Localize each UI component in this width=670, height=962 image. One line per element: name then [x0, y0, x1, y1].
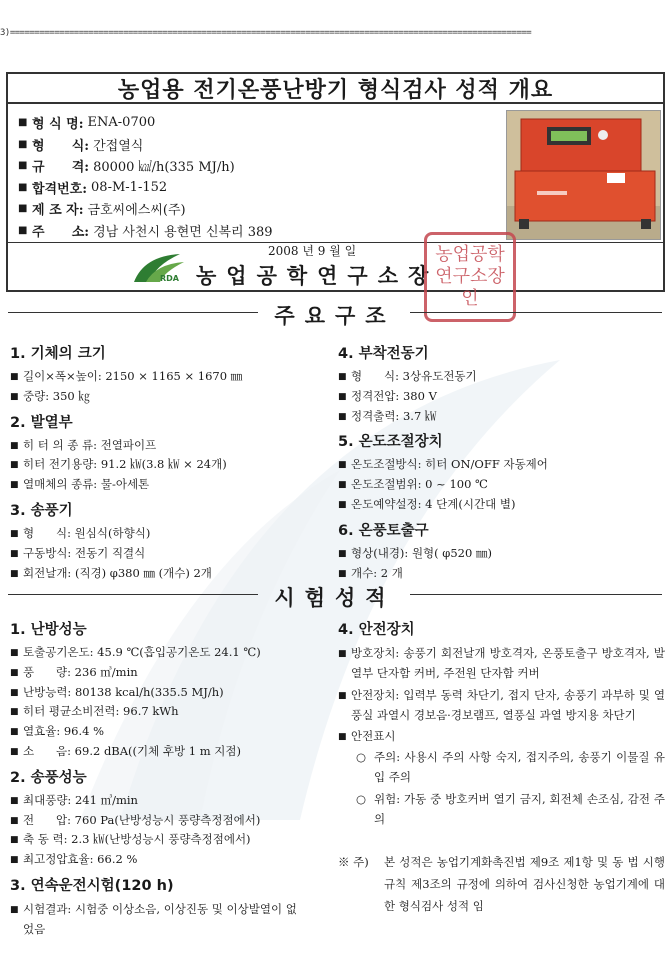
list-item: ■ 온도예약설정: 4 단계(시간대 별): [338, 496, 516, 511]
section-heading: 2. 발열부: [10, 414, 73, 431]
results-title: 시험성적: [274, 586, 396, 610]
list-item: ■ 안전장치: 입력부 동력 차단기, 접지 단자, 송풍기 과부하 및 열풍실 과열시 경보음·경보램프, 열풍실 과열 방지용 차단기: [338, 688, 665, 722]
bullet-icon: ■: [18, 138, 28, 150]
info-key: 주 소:: [32, 224, 90, 240]
rda-logo: [130, 252, 190, 292]
info-row: [18, 177, 498, 199]
info-value: ENA-0700: [87, 115, 156, 131]
sub-item: ○ 위험: 가동 중 방호커버 열기 금지, 회전체 손조심, 감전 주의: [356, 791, 665, 826]
section-heading: 6. 온풍토출구: [338, 522, 429, 539]
info-value: 경남 사천시 용현면 신복리 389: [93, 224, 273, 240]
section-heading: 1. 난방성능: [10, 622, 87, 638]
list-item: ■ 중량: 350 ㎏: [10, 388, 90, 403]
section-heading: 2. 송풍성능: [10, 769, 87, 786]
info-key: 형 식 명:: [32, 117, 84, 133]
bullet-icon: ■: [18, 160, 28, 172]
list-item: ■ 정격출력: 3.7 ㎾: [338, 408, 437, 423]
list-item: ■ 시험결과: 시험중 이상소음, 이상진동 및 이상발열이 없었음: [10, 901, 297, 936]
list-item: ■ 구동방식: 전동기 직결식: [10, 545, 146, 560]
info-value: 간접열식: [93, 138, 144, 154]
info-list: [18, 112, 498, 241]
list-item: ■ 최대풍량: 241 ㎥/min: [10, 792, 138, 807]
page-marker: 3)==========================================================================================================: [0, 28, 532, 38]
section-heading: 3. 연속운전시험(120 h): [10, 877, 174, 894]
bullet-icon: ■: [18, 117, 28, 129]
section-heading: 4. 안전장치: [338, 622, 415, 638]
logo-text: RDA: [160, 274, 179, 283]
date-line: 2008 년 9 월 일: [268, 244, 357, 258]
info-row: [18, 112, 498, 134]
list-item: ■ 온도조절방식: 히터 ON/OFF 자동제어: [338, 457, 548, 472]
footnote: [338, 851, 665, 917]
list-item: ■ 회전날개: (직경) φ380 ㎜ (개수) 2개: [10, 565, 212, 580]
bullet-icon: ■: [18, 203, 28, 215]
info-key: 형 식:: [32, 138, 90, 154]
list-item: ■ 길이×폭×높이: 2150 × 1165 × 1670 ㎜: [10, 369, 243, 383]
note-text: 본 성적은 농업기계화촉진법 제9조 제1항 및 동 법 시행규칙 제3조의 규정에 의하여 검사신청한 농업기계에 대한 형식검사 성적 임: [384, 854, 665, 913]
list-item: ■ 열매체의 종류: 물-아세톤: [10, 477, 150, 492]
section-heading: 5. 온도조절장치: [338, 434, 443, 451]
results-left: [10, 618, 332, 939]
info-value: 08-M-1-152: [91, 179, 168, 195]
info-row: [18, 155, 498, 177]
list-item: ■ 토출공기온도: 45.9 ℃(흡입공기온도 24.1 ℃): [10, 645, 261, 659]
list-item: ■ 소 음: 69.2 dBA((기체 후방 1 m 지점): [10, 743, 242, 758]
list-item: ■ 정격전압: 380 V: [338, 388, 437, 403]
list-item: ■ 온도조절범위: 0 ~ 100 ℃: [338, 477, 488, 492]
list-item: ■ 개수: 2 개: [338, 565, 403, 580]
list-item: ■ 히 터 의 종 류: 전열파이프: [10, 437, 157, 452]
info-key: 제 조 자:: [32, 203, 84, 219]
structure-left: [10, 342, 330, 583]
section-heading: 1. 기체의 크기: [10, 346, 106, 362]
results-right: [338, 618, 665, 917]
list-item: ■ 난방능력: 80138 kcal/h(335.5 MJ/h): [10, 684, 224, 699]
info-row: [18, 134, 498, 156]
divider: [8, 242, 663, 243]
sub-item: ○ 주의: 사용시 주의 사항 숙지, 접지주의, 송풍기 이물질 유입 주의: [356, 749, 665, 784]
list-item: ■ 히터 평균소비전력: 96.7 kWh: [10, 704, 179, 719]
list-item: ■ 열효율: 96.4 %: [10, 724, 105, 739]
list-item: ■ 형상(내경): 원형( φ520 ㎜): [338, 545, 492, 560]
info-key: 합격번호:: [32, 181, 88, 197]
list-item: ■ 축 동 력: 2.3 ㎾(난방성능시 풍량측정점에서): [10, 832, 251, 847]
note-marker: ※ 주): [338, 854, 369, 869]
list-item: ■ 전 압: 760 Pa(난방성능시 풍량측정점에서): [10, 812, 261, 827]
product-photo: [506, 110, 661, 240]
info-row: [18, 198, 498, 220]
summary-box: [6, 72, 665, 292]
list-item: ■ 형 식: 3상유도전동기: [338, 369, 477, 383]
summary-title-bar: [8, 74, 663, 104]
institute-name: 농업공학연구소장: [196, 264, 439, 288]
structure-right: [338, 342, 663, 583]
section-heading: 3. 송풍기: [10, 502, 73, 519]
structure-title: 주요구조: [274, 304, 396, 328]
summary-title: 농업용 전기온풍난방기 형식검사 성적 개요: [117, 76, 554, 103]
list-item: ■ 풍 량: 236 ㎥/min: [10, 664, 138, 679]
info-value: 80000 ㎉/h(335 MJ/h): [93, 160, 235, 176]
info-value: 금호씨에스씨(주): [87, 203, 186, 219]
bullet-icon: ■: [18, 224, 28, 236]
section-heading: 4. 부착전동기: [338, 346, 429, 362]
list-item: ■ 형 식: 원심식(하향식): [10, 525, 151, 540]
list-item: ■ 안전표시: [338, 729, 396, 743]
bullet-icon: ■: [18, 181, 28, 193]
seal-text: 농업공학연구소장인: [435, 244, 505, 309]
list-item: ■ 히터 전기용량: 91.2 ㎾(3.8 ㎾ × 24개): [10, 457, 227, 472]
info-key: 규 격:: [32, 160, 90, 176]
list-item: ■ 방호장치: 송풍기 회전날개 방호격자, 온풍토출구 방호격자, 발열부 단자함 커버, 주전원 단자함 커버: [338, 646, 665, 680]
list-item: ■ 최고정압효율: 66.2 %: [10, 852, 138, 867]
